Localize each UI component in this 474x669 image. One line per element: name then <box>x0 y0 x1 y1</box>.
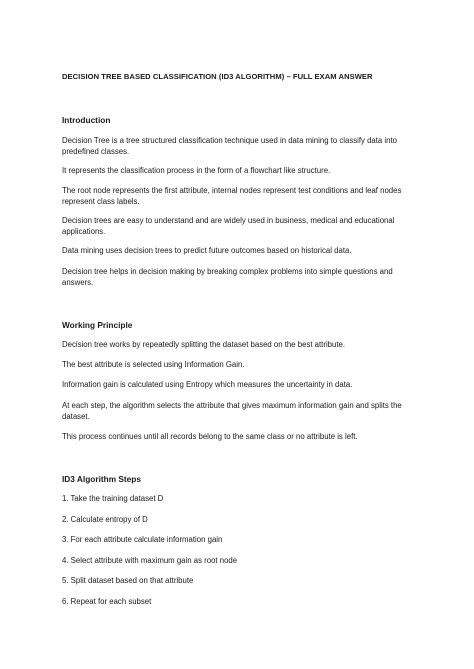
introduction-paragraph: Decision tree helps in decision making by breaking complex problems into simple questions and answers. <box>62 267 393 287</box>
introduction-paragraph: Data mining uses decision trees to predict future outcomes based on historical data. <box>62 246 352 255</box>
id3-step-item: 2. Calculate entropy of D <box>62 515 148 524</box>
id3-step-item: 5. Split dataset based on that attribute <box>62 576 194 585</box>
working-principle-paragraph: The best attribute is selected using Information Gain. <box>62 360 245 369</box>
id3-steps-heading: ID3 Algorithm Steps <box>62 474 141 484</box>
working-principle-paragraph: Information gain is calculated using Entropy which measures the uncertainty in data. <box>62 380 353 389</box>
introduction-paragraph: The root node represents the first attribute, internal nodes represent test conditions and leaf nodes represent class labels. <box>62 186 402 206</box>
working-principle-paragraph: Decision tree works by repeatedly splitting the dataset based on the best attribute. <box>62 340 346 349</box>
working-principle-heading: Working Principle <box>62 320 133 330</box>
id3-step-item: 6. Repeat for each subset <box>62 597 152 606</box>
introduction-paragraph: Decision trees are easy to understand and are widely used in business, medical and educational applications. <box>62 216 395 236</box>
document-title: DECISION TREE BASED CLASSIFICATION (ID3 ALGORITHM) – FULL EXAM ANSWER <box>62 72 373 81</box>
introduction-heading: Introduction <box>62 115 111 125</box>
working-principle-paragraph: At each step, the algorithm selects the attribute that gives maximum information gain and splits the dataset. <box>62 401 402 421</box>
introduction-paragraph: It represents the classification process in the form of a flowchart like structure. <box>62 166 331 175</box>
id3-step-item: 4. Select attribute with maximum gain as root node <box>62 556 238 565</box>
working-principle-paragraph: This process continues until all records belong to the same class or no attribute is left. <box>62 432 358 441</box>
id3-step-item: 3. For each attribute calculate information gain <box>62 535 223 544</box>
id3-step-item: 1. Take the training dataset D <box>62 494 164 503</box>
introduction-paragraph: Decision Tree is a tree structured classification technique used in data mining to classify data into predefined classes. <box>62 136 398 156</box>
